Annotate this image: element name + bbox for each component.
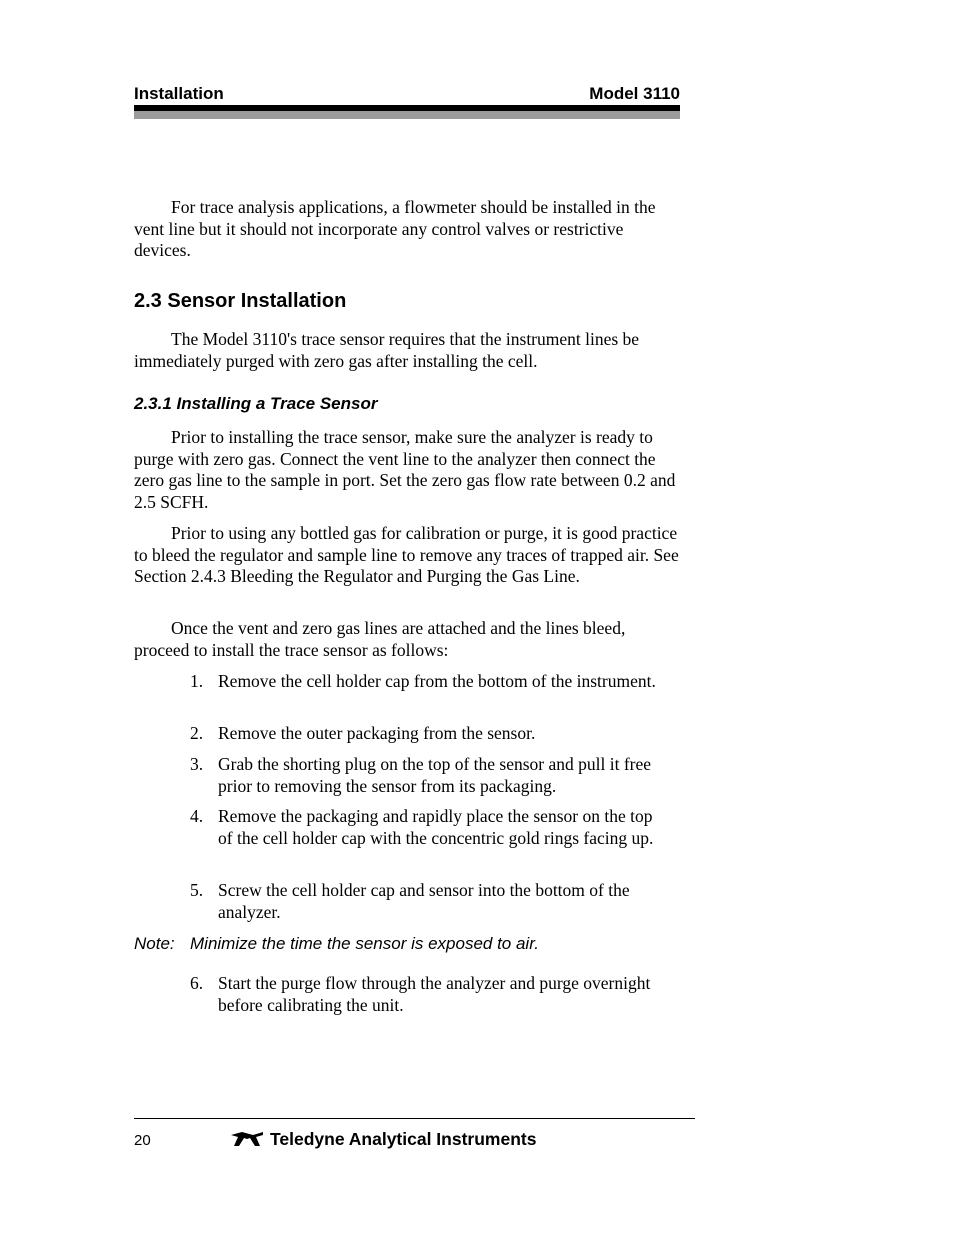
- list-item-number: 4.: [190, 806, 204, 826]
- paragraph-prior-install: Prior to installing the trace sensor, make sure the analyzer is ready to purge with zero gas. Connect the vent line to the analyzer then connect the zero gas line to the sample in port. Set the zero gas flow rate between 0.2 and 2.5 SCFH.: [134, 427, 676, 512]
- header-model: Model 3110: [589, 84, 680, 103]
- section-heading: 2.3 Sensor Installation: [134, 290, 347, 312]
- list-item-number: 2.: [190, 723, 204, 743]
- list-item-number: 1.: [190, 671, 204, 691]
- subsection-heading: 2.3.1 Installing a Trace Sensor: [134, 394, 378, 413]
- footer-rule: [134, 1118, 695, 1119]
- list-item-text: Remove the cell holder cap from the bottom of the instrument.: [218, 671, 656, 691]
- page-number: 20: [134, 1132, 151, 1149]
- list-item-text: Remove the outer packaging from the sensor.: [218, 723, 536, 743]
- intro-paragraph: For trace analysis applications, a flowmeter should be installed in the vent line but it should not incorporate any control valves or restrictive devices.: [134, 197, 656, 260]
- paragraph-bottled-gas: Prior to using any bottled gas for calibration or purge, it is good practice to bleed the regulator and sample line to remove any traces of trapped air. See Section 2.4.3 Bleeding the Regulator and Purging the Gas Line.: [134, 523, 679, 586]
- list-item-number: 6.: [190, 973, 204, 993]
- note: [134, 934, 539, 954]
- list-item-number: 3.: [190, 754, 204, 774]
- list-item-number: 5.: [190, 880, 204, 900]
- section-paragraph: The Model 3110's trace sensor requires that the instrument lines be immediately purged with zero gas after installing the cell.: [134, 329, 640, 371]
- paragraph-once-vent: Once the vent and zero gas lines are attached and the lines bleed, proceed to install the trace sensor as follows:: [134, 618, 626, 660]
- teledyne-logo-icon: [230, 1131, 264, 1147]
- list-item-text: Screw the cell holder cap and sensor into the bottom of the analyzer.: [218, 880, 630, 922]
- company-name: Teledyne Analytical Instruments: [270, 1129, 537, 1149]
- list-item-text: Start the purge flow through the analyzer and purge overnight before calibrating the unit.: [218, 973, 651, 1015]
- list-item-text: Remove the packaging and rapidly place the sensor on the top of the cell holder cap with the concentric gold rings facing up.: [218, 806, 654, 848]
- note-label: Note:: [134, 934, 175, 953]
- header-section-title: Installation: [134, 84, 224, 103]
- header-rule-gray: [134, 111, 680, 119]
- note-text: Minimize the time the sensor is exposed to air.: [190, 934, 539, 953]
- list-item-text: Grab the shorting plug on the top of the sensor and pull it free prior to removing the sensor from its packaging.: [218, 754, 652, 796]
